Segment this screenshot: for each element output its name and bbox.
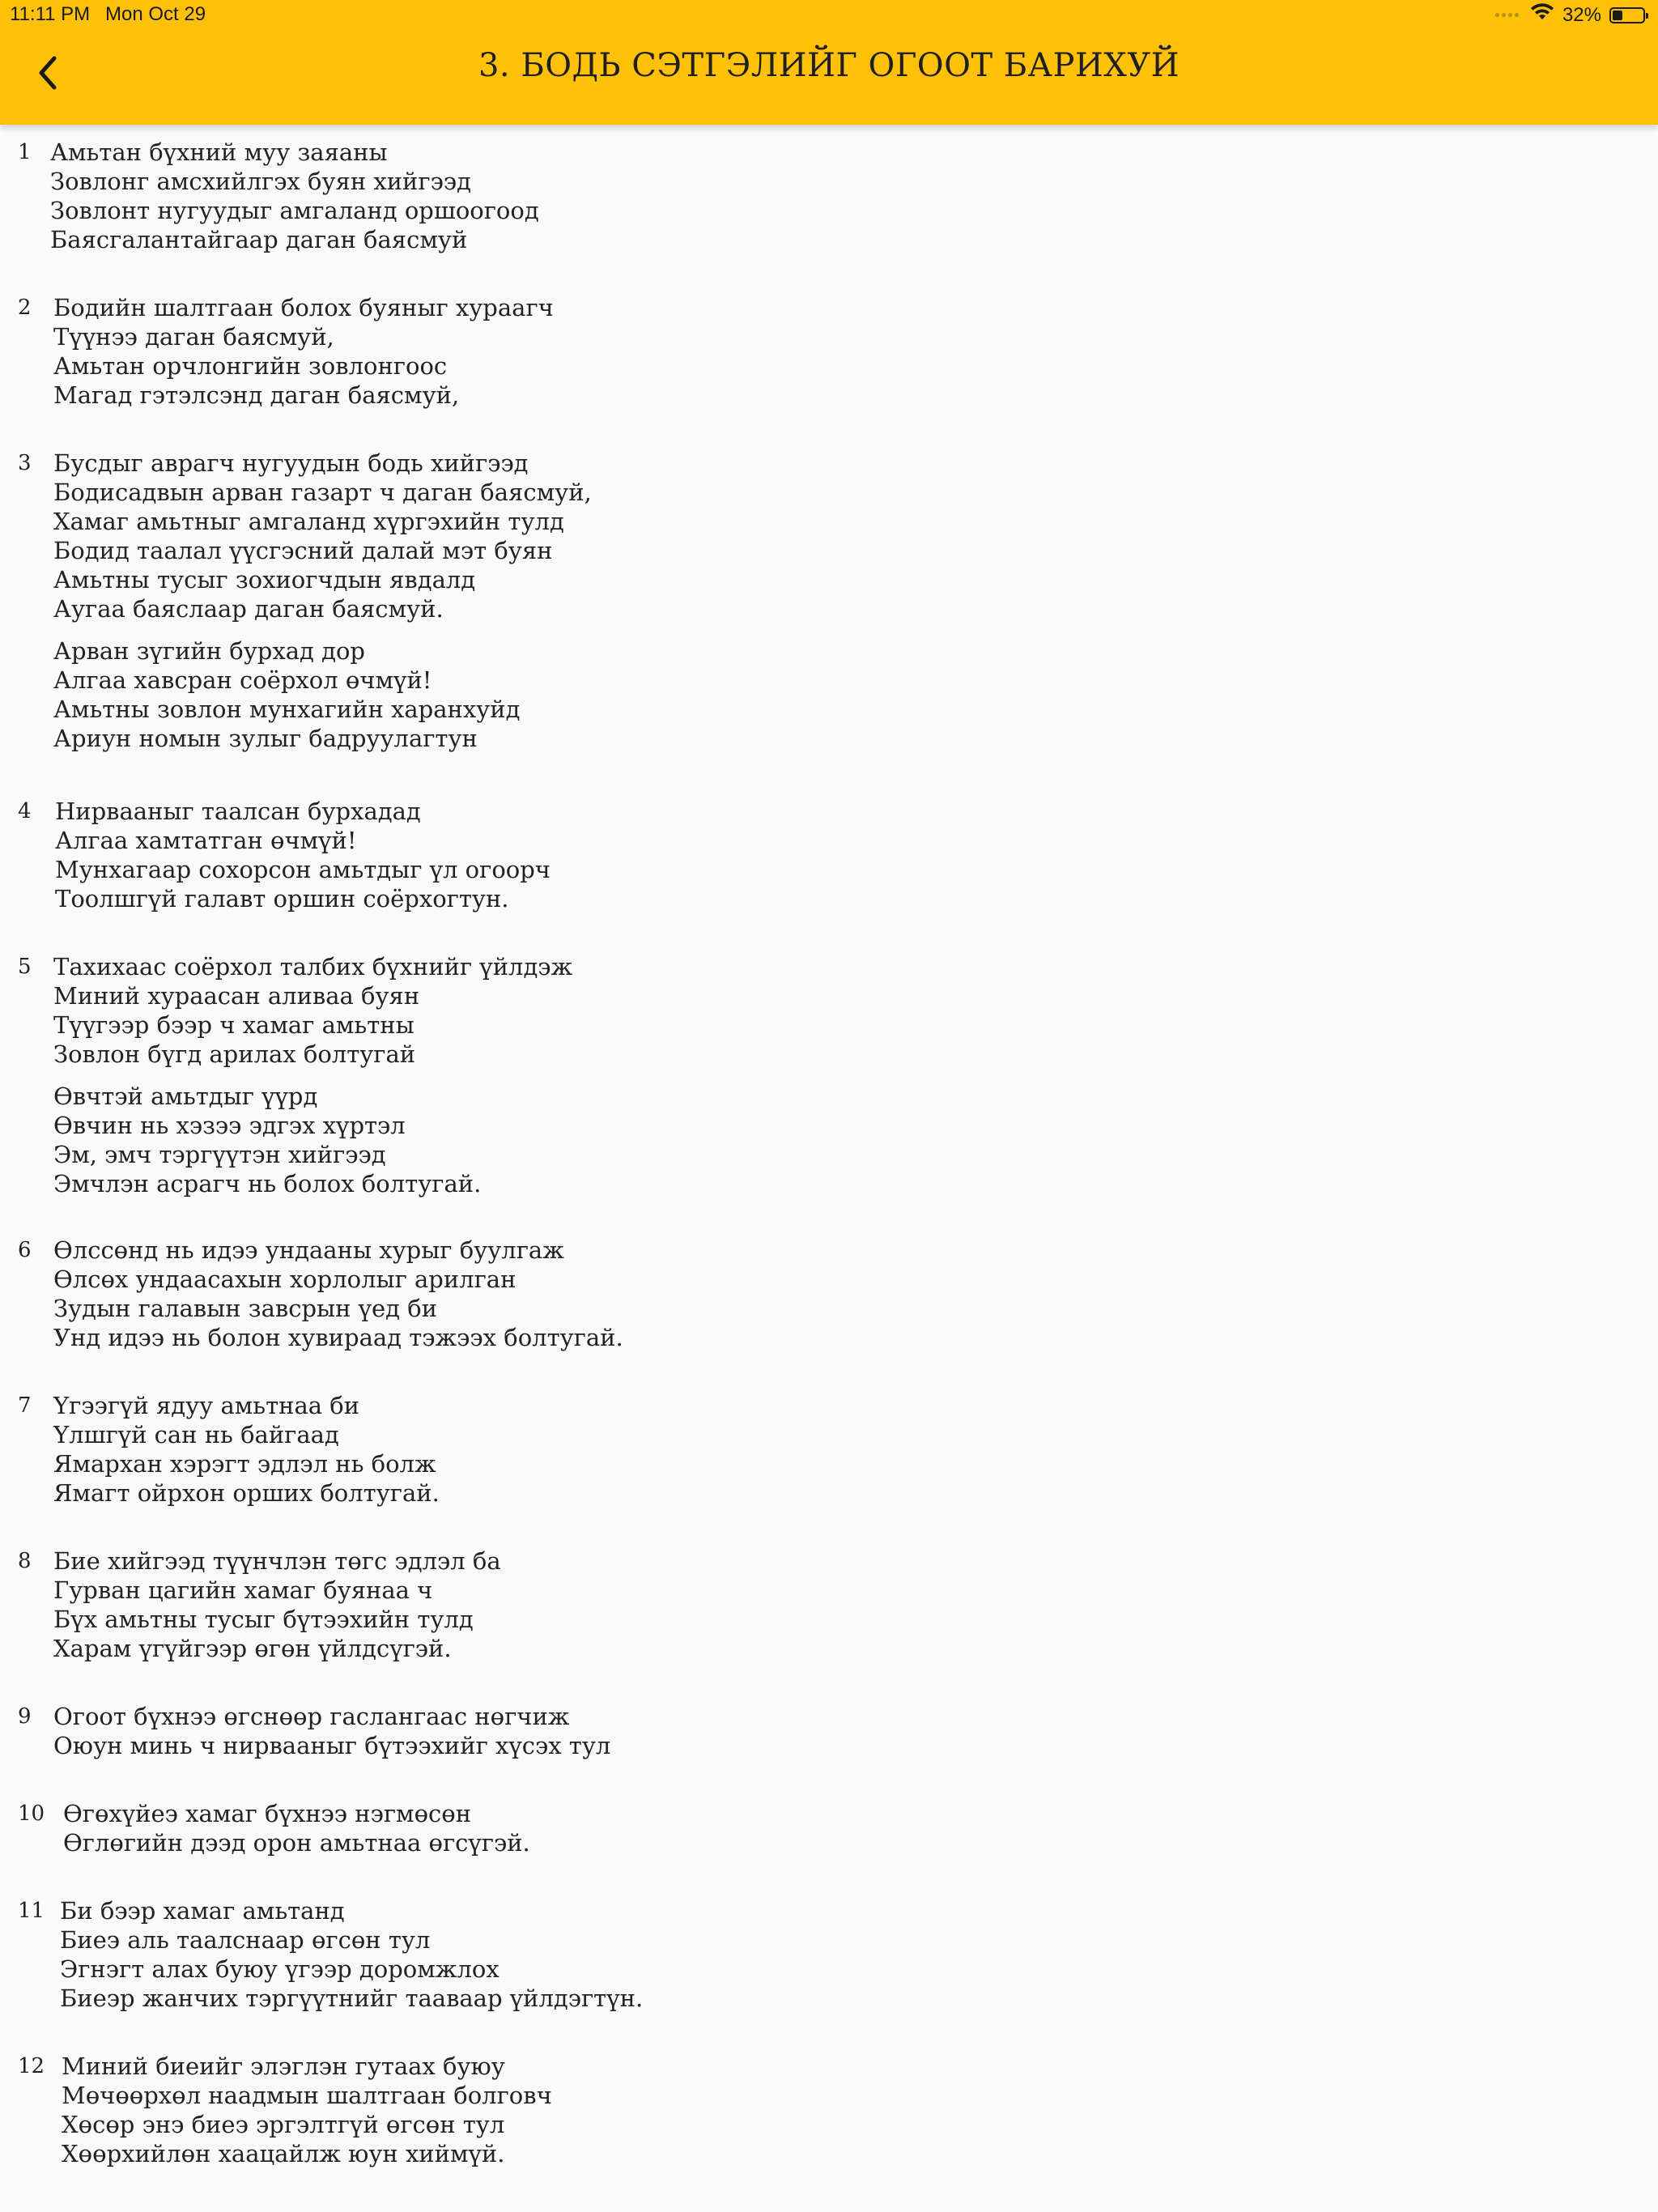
verse-12 — [18, 2052, 552, 2168]
verse-line: Унд идээ нь болон хувираад тэжээх болтугай. — [53, 1324, 623, 1351]
battery-fill — [1613, 11, 1622, 20]
verse-text — [53, 1702, 610, 1760]
app-header — [0, 0, 1658, 125]
verse-6 — [18, 1236, 623, 1352]
verse-line: Өгөхүйеэ хамаг бүхнээ нэгмөсөн — [63, 1800, 472, 1827]
verse-line: Зовлонт нугуудыг амгаланд оршоогоод — [50, 197, 539, 224]
verse-text — [53, 1391, 440, 1508]
verse-line: Түүгээр бээр ч хамаг амьтны — [53, 1011, 414, 1039]
verse-line: Магад гэтэлсэнд даган баясмуй, — [53, 381, 460, 409]
verse-line: Ямархан хэрэгт эдлэл нь болж — [53, 1450, 436, 1478]
verse-line: Алгаа хавсран соёрхол өчмүй! — [53, 666, 432, 694]
verse-line: Өвчтэй амьтдыг үүрд — [53, 1083, 318, 1110]
verse-line: Мөчөөрхөл наадмын шалтгаан болговч — [62, 2082, 552, 2109]
verse-number: 8 — [18, 1549, 32, 1573]
verse-line: Зудын галавын завсрын үед би — [53, 1295, 438, 1322]
verse-line: Миний биеийг элэглэн гутаах буюу — [62, 2052, 505, 2080]
stanza — [53, 1236, 623, 1352]
wifi-icon — [1530, 3, 1554, 27]
verse-number: 2 — [18, 296, 32, 320]
status-bar — [0, 0, 1658, 32]
verse-11 — [18, 1896, 643, 2013]
verse-line: Алгаа хамтатган өчмүй! — [55, 827, 357, 854]
battery-percent: 32% — [1562, 3, 1601, 26]
battery-icon — [1609, 7, 1645, 23]
verse-number: 3 — [18, 451, 32, 475]
verse-3 — [18, 449, 592, 753]
verse-text — [50, 138, 539, 254]
verse-number: 12 — [18, 2054, 45, 2078]
verse-line: Оюун минь ч нирваaныг бүтээхийг хүсэх тул — [53, 1732, 611, 1759]
verse-line: Үлшгүй сан нь байгаад — [53, 1421, 339, 1448]
verse-line: Хөөрхийлөн хаацайлж юун хиймүй. — [62, 2140, 505, 2167]
verse-line: Ариун номын зулыг бадруулагтун — [53, 725, 478, 752]
verse-line: Бодисадвын арван газарт ч даган баясмуй, — [53, 479, 592, 506]
verse-line: Эгнэгт алах буюу үгээр доромжлох — [60, 1955, 500, 1983]
stanza — [62, 2052, 552, 2168]
cellular-signal-icon — [1495, 13, 1519, 17]
verse-8 — [18, 1546, 501, 1663]
verse-line: Өлссөнд нь идээ ундааны хурыг буулгаж — [53, 1236, 564, 1264]
verse-number: 9 — [18, 1704, 32, 1729]
verse-line: Би бээр хамаг амьтанд — [60, 1897, 345, 1925]
verse-line: Амьтны тусыг зохиогчдын явдалд — [53, 566, 476, 593]
verse-line: Аугаа баяслаар даган баясмуй. — [53, 595, 444, 623]
stanza — [53, 1082, 572, 1198]
verse-line: Амьтны зовлон мунхагийн харанхуйд — [53, 696, 521, 723]
stanza — [63, 1799, 530, 1857]
verse-line: Амьтан орчлонгийн зовлонгоос — [53, 352, 448, 380]
verse-text — [53, 1236, 623, 1352]
verse-line: Бодийн шалтгаан болох буяныг хураагч — [53, 294, 554, 321]
verse-line: Зовлон бүгд арилах болтугай — [53, 1040, 416, 1068]
status-time: 11:11 PM — [10, 3, 91, 25]
verse-line: Эмчлэн асрагч нь болох болтугай. — [53, 1170, 482, 1197]
verse-line: Бусдыг аврагч нугуудын бодь хийгээд — [53, 449, 529, 477]
verse-text — [62, 2052, 552, 2168]
verse-number: 4 — [18, 799, 32, 823]
stanza — [53, 1546, 501, 1663]
verse-line: Миний хураасан аливаа буян — [53, 982, 420, 1010]
verse-text — [55, 797, 551, 913]
verse-text — [63, 1799, 530, 1857]
verse-line: Амьтан бүхний муу заяаны — [50, 138, 388, 166]
verse-line: Биеэр жанчих тэргүүтнийг таавaар үйлдэгтүн. — [60, 1984, 644, 2012]
stanza — [53, 952, 572, 1069]
stanza — [53, 1702, 610, 1760]
status-indicators — [1495, 3, 1645, 27]
stanza — [55, 797, 551, 913]
verse-line: Ямагт ойрхон орших болтугай. — [53, 1479, 440, 1507]
status-date: Mon Oct 29 — [105, 3, 206, 25]
verse-line: Арван зүгийн бурхад дор — [53, 637, 365, 665]
stanza — [60, 1896, 643, 2013]
stanza — [53, 449, 592, 623]
verse-1 — [18, 138, 539, 254]
verse-number: 10 — [18, 1802, 45, 1826]
stanza — [53, 293, 554, 410]
verse-text — [60, 1896, 643, 2013]
verse-text — [53, 449, 592, 753]
verse-number: 1 — [18, 140, 32, 164]
verse-line: Тоолшгүй галавт оршин соёрхогтун. — [55, 885, 509, 912]
stanza — [53, 636, 592, 753]
verse-line: Нирваaныг таалсан бурхадад — [55, 798, 421, 825]
verse-9 — [18, 1702, 610, 1760]
verse-line: Мунхагаар сохорсон амьтдыг үл огоорч — [55, 856, 551, 883]
verse-line: Өвчин нь хэзээ эдгэх хүртэл — [53, 1112, 406, 1139]
verse-number: 6 — [18, 1238, 32, 1262]
verse-line: Биеэ аль таалснаар өгсөн тул — [60, 1926, 431, 1954]
verse-line: Баясгалантайгаар даган баясмуй — [50, 226, 468, 253]
verse-line: Харам үгүйгээр өгөн үйлдсүгэй. — [53, 1635, 452, 1662]
stanza — [53, 1391, 440, 1508]
verse-line: Гурван цагийн хамаг буянаа ч — [53, 1576, 433, 1604]
verse-5 — [18, 952, 572, 1198]
verse-line: Түүнээ даган баясмуй, — [53, 323, 334, 351]
page-title: 3. БОДЬ СЭТГЭЛИЙГ ОГООТ БАРИХУЙ — [478, 47, 1180, 84]
verse-line: Тахихаас соёрхол талбих бүхнийг үйлдэж — [53, 953, 573, 981]
verse-7 — [18, 1391, 440, 1508]
verse-line: Хамаг амьтныг амгаланд хүргэхийн тулд — [53, 508, 564, 535]
verse-line: Үгээгүй ядуу амьтнаа би — [53, 1392, 360, 1419]
verse-line: Бие хийгээд түүнчлэн төгс эдлэл ба — [53, 1547, 501, 1575]
verse-line: Бүх амьтны тусыг бүтээхийн тулд — [53, 1606, 474, 1633]
verse-line: Огоот бүхнээ өгснөөр гаслангаас нөгчиж — [53, 1703, 570, 1730]
verse-line: Эм, эмч тэргүүтэн хийгээд — [53, 1141, 386, 1168]
verse-text — [53, 952, 572, 1198]
verse-line: Бодид таалал үүсгэсний далай мэт буян — [53, 537, 553, 564]
verse-line: Өглөгийн дээд орон амьтнаа өгсүгэй. — [63, 1829, 530, 1857]
verse-10 — [18, 1799, 530, 1857]
verse-line: Зовлонг амсхийлгэх буян хийгээд — [50, 168, 471, 195]
verse-text — [53, 1546, 501, 1663]
verse-4 — [18, 797, 551, 913]
verse-number: 11 — [18, 1899, 45, 1923]
verse-2 — [18, 293, 554, 410]
verse-line: Өлсөх ундаасахын хорлолыг арилган — [53, 1266, 517, 1293]
verse-text — [53, 293, 554, 410]
verse-number: 7 — [18, 1393, 32, 1418]
stanza — [50, 138, 539, 254]
verse-line: Хөсөр энэ биеэ эргэлтгүй өгсөн тул — [62, 2111, 505, 2138]
verse-number: 5 — [18, 955, 32, 979]
